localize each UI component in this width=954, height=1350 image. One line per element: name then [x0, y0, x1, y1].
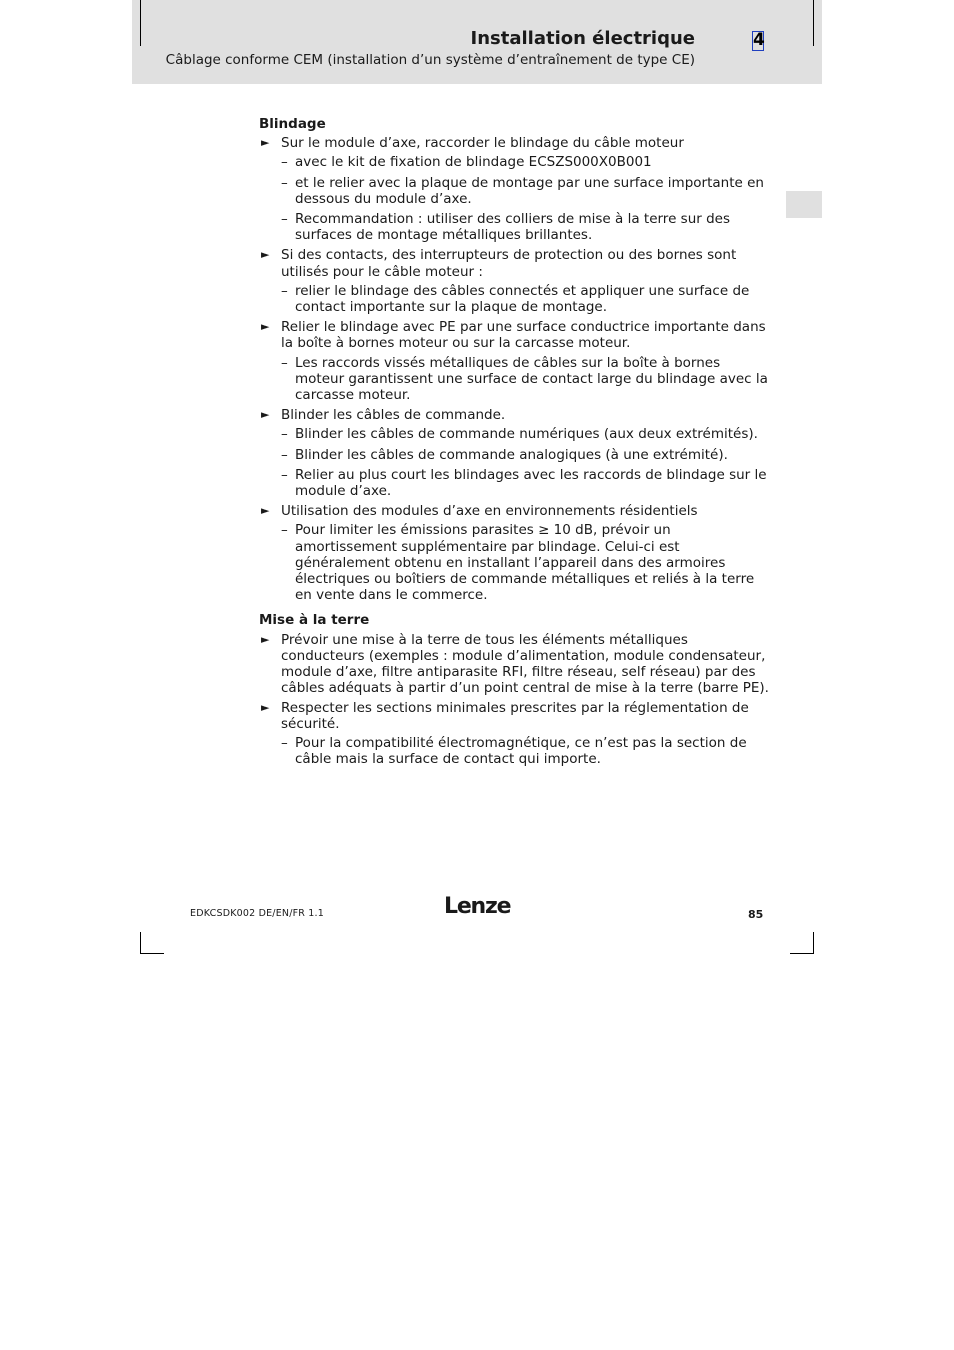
- sub-item-text: Blinder les câbles de commande analogiques (à une extrémité).: [295, 446, 728, 463]
- sub-item: [259, 175, 769, 207]
- dash-marker: –: [281, 466, 288, 483]
- side-tab-marker: [786, 191, 822, 218]
- bullet-item: [259, 503, 769, 519]
- dash-marker: –: [281, 211, 288, 228]
- sub-item: [259, 467, 769, 499]
- section-heading: Blindage: [259, 116, 326, 132]
- bullet-item: [259, 319, 769, 351]
- sub-item: [259, 426, 769, 442]
- bullet-item: [259, 700, 769, 732]
- bullet-text: Relier le blindage avec PE par une surface conductrice importante dans la boîte à bornes moteur ou sur la carcasse moteur.: [281, 319, 766, 352]
- bullet-text: Prévoir une mise à la terre de tous les éléments métalliques conducteurs (exemples : module d’alimentation, module condensateur, module d’axe, filtre antiparasite RFI, filtre réseau, self réseau) par des câbles adéquats à partir d’un point central de mise à la terre (barre PE).: [281, 631, 769, 697]
- document-code: EDKCSDK002 DE/EN/FR 1.1: [190, 908, 325, 919]
- dash-marker: –: [281, 282, 288, 299]
- bullet-item: [259, 135, 769, 151]
- sub-item-text: Les raccords vissés métalliques de câbles sur la boîte à bornes moteur garantissent une surface de contact large du blindage avec la carcasse moteur.: [295, 354, 768, 404]
- dash-marker: –: [281, 174, 288, 191]
- sub-item: [259, 154, 769, 170]
- triangle-bullet-icon: ►: [261, 700, 270, 714]
- section-heading: Mise à la terre: [259, 612, 370, 629]
- sub-item-text: Blinder les câbles de commande numériques (aux deux extrémités).: [295, 426, 758, 443]
- lenze-logo: Lenze: [444, 894, 511, 919]
- sub-item-text: relier le blindage des câbles connectés et appliquer une surface de contact importante sur la plaque de montage.: [295, 282, 750, 316]
- crop-mark-top-left: [140, 0, 141, 46]
- bullet-text: Sur le module d’axe, raccorder le blindage du câble moteur: [281, 135, 684, 152]
- dash-marker: –: [281, 522, 288, 539]
- triangle-bullet-icon: ►: [261, 320, 270, 334]
- dash-marker: –: [281, 426, 288, 443]
- bullet-text: Utilisation des modules d’axe en environnements résidentiels: [281, 503, 698, 520]
- crop-mark-bottom-right-v: [813, 932, 814, 954]
- dash-marker: –: [281, 446, 288, 463]
- crop-mark-top-right: [813, 0, 814, 46]
- sub-item-text: avec le kit de fixation de blindage ECSZS000X0B001: [295, 154, 652, 171]
- bullet-text: Respecter les sections minimales prescrites par la réglementation de sécurité.: [281, 699, 749, 732]
- chapter-number-box[interactable]: 4: [753, 30, 765, 50]
- sub-item-text: Relier au plus court les blindages avec les raccords de blindage sur le module d’axe.: [295, 466, 767, 500]
- page-number: 85: [748, 908, 764, 921]
- dash-marker: –: [281, 734, 288, 751]
- main-content: [259, 116, 769, 771]
- crop-mark-bottom-left-v: [140, 932, 141, 954]
- triangle-bullet-icon: ►: [261, 136, 270, 150]
- dash-marker: –: [281, 154, 288, 171]
- sub-item: [259, 211, 769, 243]
- bullet-text: Blinder les câbles de commande.: [281, 407, 506, 424]
- dash-marker: –: [281, 354, 288, 371]
- sub-item: [259, 447, 769, 463]
- sub-item: [259, 355, 769, 404]
- chapter-title: Installation électrique: [470, 28, 695, 49]
- sub-item: [259, 522, 769, 603]
- bullet-item: [259, 247, 769, 279]
- sub-item-text: et le relier avec la plaque de montage par une surface importante en dessous du module d’axe.: [295, 174, 764, 207]
- bullet-item: [259, 407, 769, 423]
- sub-item: [259, 735, 769, 767]
- sub-item: [259, 283, 769, 315]
- bullet-item: [259, 632, 769, 697]
- triangle-bullet-icon: ►: [261, 248, 270, 262]
- sub-item-text: Recommandation : utiliser des colliers de mise à la terre sur des surfaces de montage métalliques brillantes.: [295, 211, 730, 244]
- triangle-bullet-icon: ►: [261, 408, 270, 422]
- crop-mark-bottom-right-h: [790, 953, 814, 954]
- chapter-subtitle: Câblage conforme CEM (installation d’un système d’entraînement de type CE): [165, 52, 695, 68]
- bullet-text: Si des contacts, des interrupteurs de protection ou des bornes sont utilisés pour le câble moteur :: [281, 247, 737, 280]
- sub-item-text: Pour la compatibilité électromagnétique, ce n’est pas la section de câble mais la surface de contact qui importe.: [295, 734, 747, 768]
- sub-item-text: Pour limiter les émissions parasites ≥ 10 dB, prévoir un amortissement supplémentaire par blindage. Celui-ci est généralement obtenu en installant l’appareil dans des armoires électriques ou boîtiers de commande métalliques et reliés à la terre en vente dans le commerce.: [295, 522, 755, 604]
- triangle-bullet-icon: ►: [261, 504, 270, 518]
- triangle-bullet-icon: ►: [261, 632, 270, 646]
- crop-mark-bottom-left-h: [140, 953, 164, 954]
